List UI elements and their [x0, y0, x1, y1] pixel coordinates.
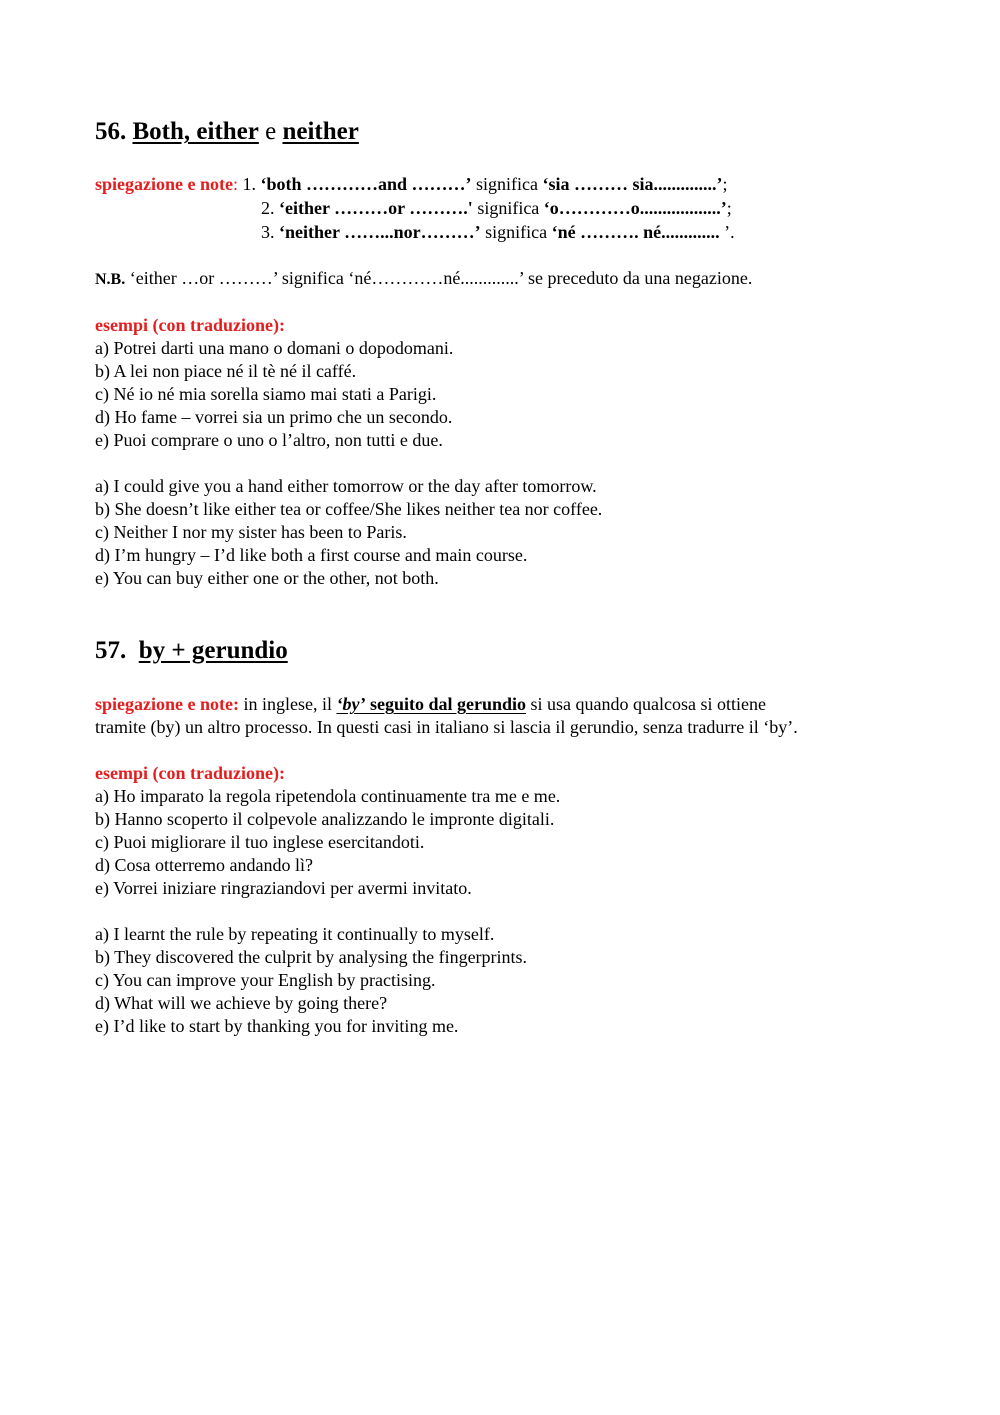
by-keyword: ‘by’ [336, 694, 366, 714]
explanation-text: in inglese, il [238, 694, 337, 714]
example-english: d) I’m hungry – I’d like both a first course and main course. [95, 545, 528, 565]
example-italian: d) Ho fame – vorrei sia un primo che un secondo. [95, 407, 453, 427]
explanation-colon: : [232, 174, 243, 194]
example-italian: b) A lei non piace né il tè né il caffé. [95, 361, 357, 381]
explanation-row-3 [261, 221, 735, 244]
rule-number: 3. [261, 222, 279, 242]
explanation-paragraph-57 [95, 693, 798, 739]
explanation-text: si usa quando qualcosa si ottiene [526, 694, 766, 714]
examples-block-56 [95, 314, 602, 590]
example-english: a) I could give you a hand either tomorrow or the day after tomorrow. [95, 476, 597, 496]
nb-label: N.B. [95, 271, 126, 288]
section-57-heading [95, 637, 288, 665]
rule-translation: ‘né ………. né............. [551, 222, 720, 242]
rule-pattern: ‘neither ……...nor………’ [279, 222, 481, 242]
rule-number: 2. [261, 198, 279, 218]
spacer [95, 900, 560, 923]
rule-translation: ‘o…………o..................’ [543, 198, 727, 218]
example-english: d) What will we achieve by going there? [95, 993, 388, 1013]
heading-by-gerundio: by + gerundio [138, 637, 288, 664]
example-italian: a) Ho imparato la regola ripetendola continuamente tra me e me. [95, 786, 561, 806]
explanation-row-2 [261, 197, 732, 220]
rule-end: ; [726, 198, 732, 218]
rule-pattern: ‘either ………or ……….' [279, 198, 473, 218]
section-number: 57. [95, 637, 127, 664]
rule-end: ; [722, 174, 728, 194]
section-56-heading [95, 118, 359, 146]
nb-text: ‘either …or ………’ significa ‘né…………né.............’ se preceduto da una negazione. [125, 268, 753, 288]
nota-bene [95, 267, 752, 291]
rule-end: ’. [719, 222, 735, 242]
example-italian: e) Puoi comprare o uno o l’altro, non tutti e due. [95, 430, 443, 450]
example-italian: c) Né io né mia sorella siamo mai stati a Parigi. [95, 384, 437, 404]
rule-translation: ‘sia ……… sia..............’ [542, 174, 723, 194]
rule-pattern: ‘both …………and ………’ [260, 174, 472, 194]
example-english: c) Neither I nor my sister has been to Paris. [95, 522, 407, 542]
explanation-row-1 [95, 173, 728, 196]
explanation-text: tramite (by) un altro processo. In questi casi in italiano si lascia il gerundio, senza tradurre il ‘by’. [95, 717, 798, 737]
example-english: b) She doesn’t like either tea or coffee/She likes neither tea nor coffee. [95, 499, 603, 519]
rule-number: 1. [242, 174, 261, 194]
rule-means: significa [480, 222, 552, 242]
heading-neither: neither [282, 118, 359, 145]
example-italian: e) Vorrei iniziare ringraziandovi per avermi invitato. [95, 878, 472, 898]
explanation-label: spiegazione e note: [95, 694, 239, 714]
example-italian: b) Hanno scoperto il colpevole analizzando le impronte digitali. [95, 809, 555, 829]
rule-means: significa [471, 174, 543, 194]
example-english: a) I learnt the rule by repeating it continually to myself. [95, 924, 495, 944]
explanation-label: spiegazione e note [95, 174, 233, 194]
examples-label: esempi (con traduzione): [95, 315, 285, 335]
followed-by-gerund: seguito dal gerundio [365, 694, 526, 714]
example-italian: a) Potrei darti una mano o domani o dopodomani. [95, 338, 454, 358]
heading-both-either: Both, either [132, 118, 259, 145]
example-english: e) You can buy either one or the other, not both. [95, 568, 439, 588]
example-english: c) You can improve your English by practising. [95, 970, 436, 990]
section-number: 56. [95, 118, 127, 145]
rule-means: significa [472, 198, 544, 218]
examples-label: esempi (con traduzione): [95, 763, 285, 783]
examples-block-57 [95, 762, 560, 1038]
example-english: b) They discovered the culprit by analysing the fingerprints. [95, 947, 528, 967]
example-italian: c) Puoi migliorare il tuo inglese esercitandoti. [95, 832, 425, 852]
spacer [95, 452, 602, 475]
example-italian: d) Cosa otterremo andando lì? [95, 855, 313, 875]
heading-conjunction: e [258, 118, 283, 145]
example-english: e) I’d like to start by thanking you for inviting me. [95, 1016, 459, 1036]
